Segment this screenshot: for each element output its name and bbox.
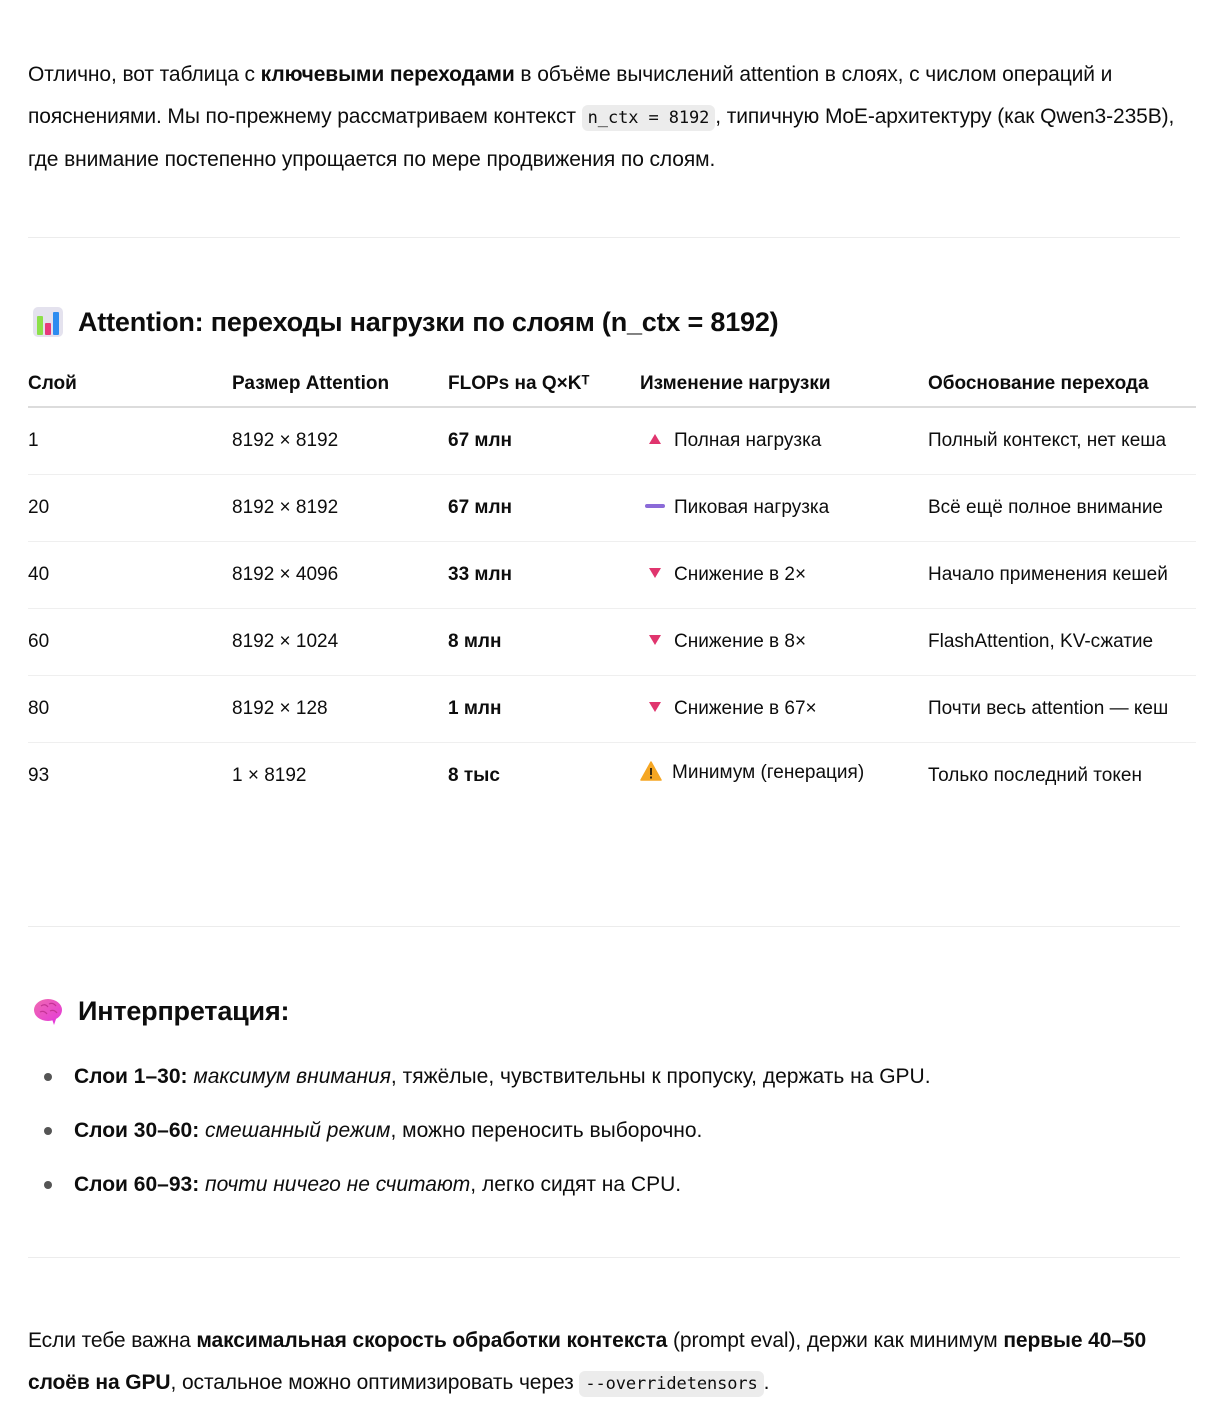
table-row [28,542,1196,609]
inline-code: n_ctx = 8192 [582,105,716,131]
warning-icon [640,755,662,791]
intro-paragraph [28,54,1196,181]
item-bold: Слои 1–30: [74,1065,188,1088]
change-label: Пиковая нагрузка [674,497,830,518]
cell-reason: Почти весь attention — кеш [928,676,1196,743]
cell-layer: 60 [28,609,232,676]
inline-code: --overridetensors [579,1371,763,1397]
cell-flops: 8 млн [448,609,640,676]
table-header-row [28,362,1196,407]
column-header-size: Размер Attention [232,362,448,407]
cell-size: 8192 × 128 [232,676,448,743]
intro-text: в объёме вычислений attention в слоях, с числом операций и пояснениями. Мы по-прежнему рассматриваем контекст [28,63,1113,128]
item-italic: максимум внимания [193,1065,391,1088]
outro-text: , остальное можно оптимизировать через [170,1371,580,1394]
outro-text: . [763,1371,770,1394]
cell-change [640,676,928,743]
outro-text: (prompt eval), держи как минимум [667,1329,1004,1352]
list-item [28,1158,931,1212]
cell-change [640,743,928,856]
interpretation-list [28,1050,931,1212]
divider [28,1257,1180,1258]
table-section-title: Attention: переходы нагрузки по слоям (n_ctx = 8192) [78,306,779,337]
cell-reason: Всё ещё полное внимание [928,475,1196,542]
cell-layer: 93 [28,765,50,786]
cell-layer: 40 [28,542,232,609]
divider [28,237,1180,238]
item-italic: смешанный режим [205,1119,391,1142]
triangle-down-icon [644,631,666,653]
table-row [28,475,1196,542]
brain-icon [32,995,64,1027]
outro-bold: первые 40–50 слоёв на GPU [28,1329,1147,1394]
cell-size: 8192 × 8192 [232,407,448,475]
divider [28,926,1180,927]
cell-flops: 67 млн [448,407,640,475]
intro-text: Отлично, вот таблица с [28,63,261,86]
column-header-layer: Слой [28,362,232,407]
cell-change [640,542,928,609]
cell-layer: 1 [28,407,232,475]
item-bold: Слои 60–93: [74,1173,200,1196]
triangle-down-icon [644,698,666,720]
cell-change [640,475,928,542]
bullet-icon [44,1073,52,1081]
cell-flops: 33 млн [448,542,640,609]
change-label: Минимум (генерация) [672,762,865,783]
change-label: Снижение в 2× [674,564,807,585]
outro-bold: максимальная скорость обработки контекста [196,1329,668,1352]
intro-bold: ключевыми переходами [260,63,515,86]
table-row [28,743,1196,856]
cell-flops: 1 млн [448,676,640,743]
cell-reason: FlashAttention, KV-сжатие [928,609,1196,676]
cell-reason: Только последний токен [928,765,1142,786]
change-label: Полная нагрузка [674,430,822,451]
item-text: , легко сидят на CPU. [470,1173,682,1196]
column-header-flops: FLOPs на Q×Kᵀ [448,362,640,407]
triangle-up-icon [644,430,666,452]
change-label: Снижение в 8× [674,631,807,652]
interp-section-heading [32,995,289,1027]
outro-text: Если тебе важна [28,1329,197,1352]
cell-flops: 67 млн [448,475,640,542]
cell-size: 8192 × 1024 [232,609,448,676]
intro-text: , типичную MoE-архитектуру (как Qwen3-235B), где внимание постепенно упрощается по мере продвижения по слоям. [28,105,1175,171]
item-italic: почти ничего не считают [205,1173,471,1196]
item-text: , можно переносить выборочно. [390,1119,703,1142]
item-bold: Слои 30–60: [74,1119,200,1142]
dash-icon [644,497,666,519]
bar-chart-icon [32,306,64,338]
outro-paragraph [28,1320,1196,1405]
cell-change [640,407,928,475]
change-label: Снижение в 67× [674,698,817,719]
cell-flops: 8 тыс [448,765,500,786]
interp-section-title: Интерпретация: [78,995,290,1026]
table-section-heading [32,306,778,338]
item-text: , тяжёлые, чувствительны к пропуску, держать на GPU. [390,1065,931,1088]
list-item [28,1104,931,1158]
table-row [28,407,1196,475]
list-item [28,1050,931,1104]
column-header-reason: Обоснование перехода [928,362,1196,407]
cell-layer: 20 [28,475,232,542]
cell-size: 8192 × 4096 [232,542,448,609]
cell-change [640,609,928,676]
table-row [28,676,1196,743]
cell-reason: Полный контекст, нет кеша [928,407,1196,475]
table-row [28,609,1196,676]
triangle-down-icon [644,564,666,586]
cell-size: 8192 × 8192 [232,475,448,542]
bullet-icon [44,1181,52,1189]
bullet-icon [44,1127,52,1135]
cell-size: 1 × 8192 [232,765,307,786]
cell-layer: 80 [28,676,232,743]
cell-reason: Начало применения кешей [928,542,1196,609]
attention-table [28,362,1196,855]
column-header-change: Изменение нагрузки [640,362,928,407]
